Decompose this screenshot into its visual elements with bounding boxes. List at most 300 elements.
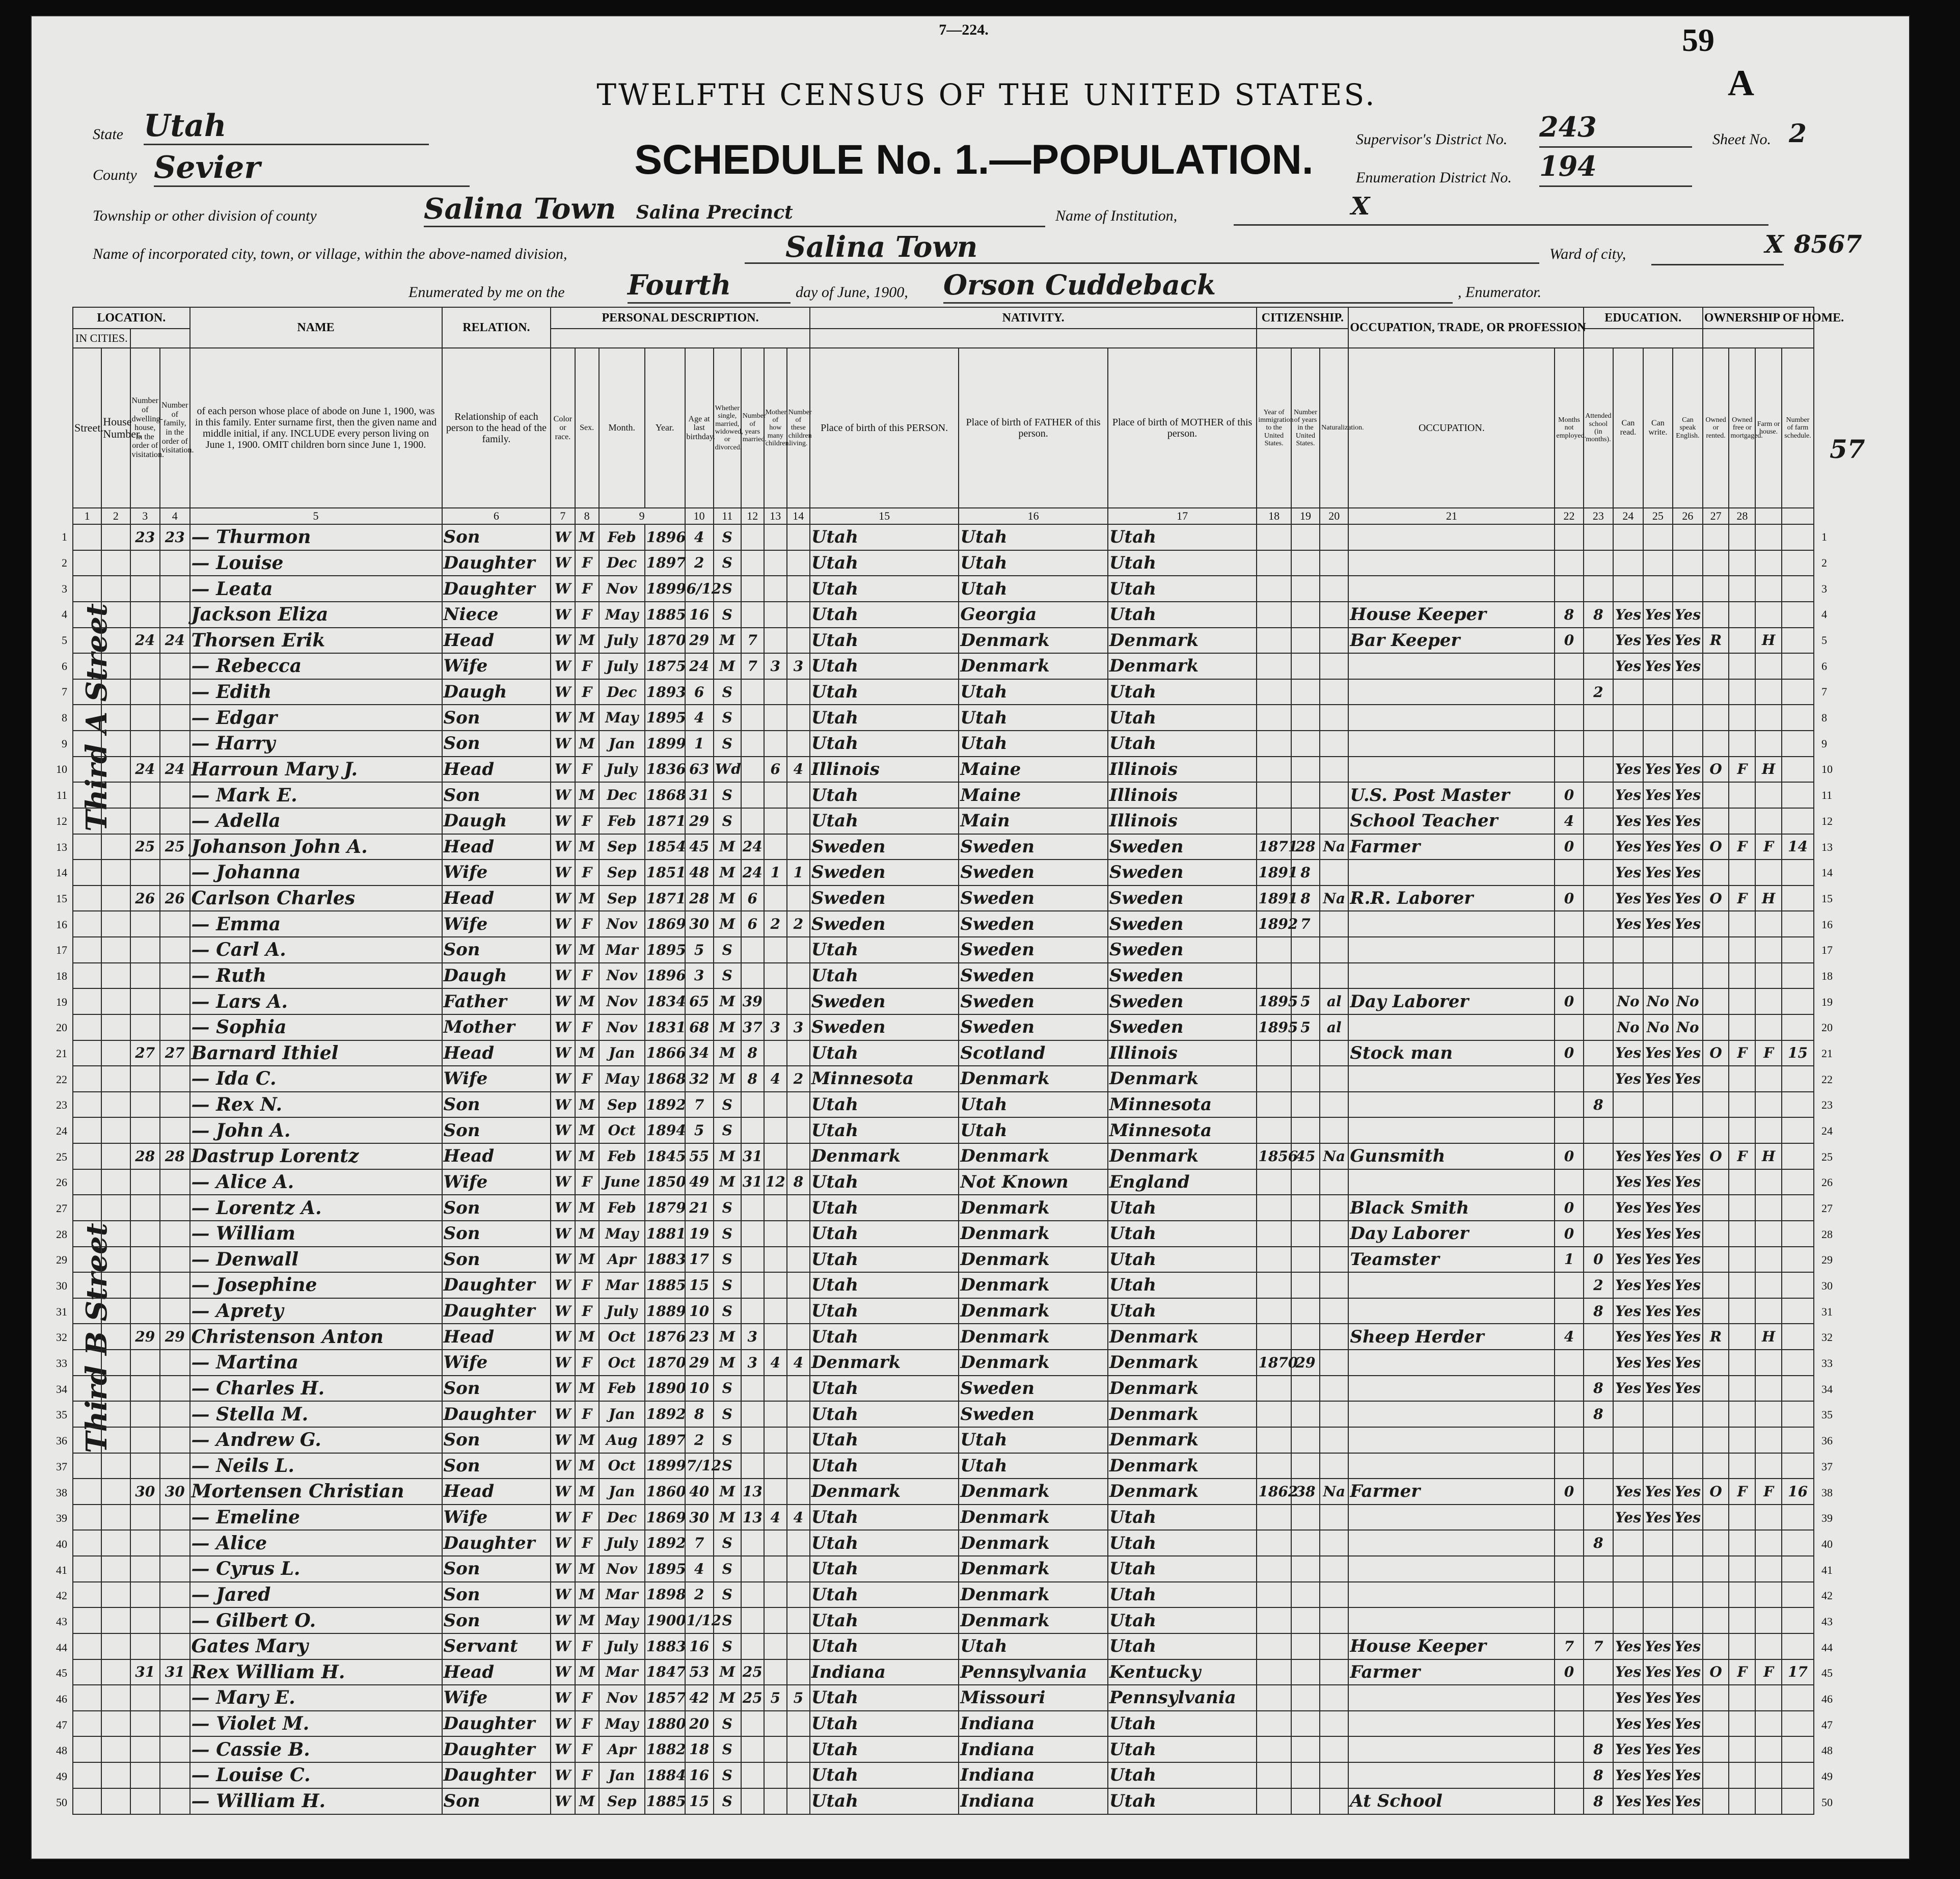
farm-schedule [1782,1324,1814,1350]
years-married: 8 [741,1066,764,1092]
marital-status: M [714,988,741,1014]
family-number [160,911,190,937]
family-number [160,1117,190,1143]
months-unemployed [1555,1298,1583,1324]
mother-of [764,1401,787,1427]
children-living [787,1247,810,1273]
birthplace-person: Sweden [810,885,959,911]
can-read: Yes [1613,1247,1643,1273]
occupation: Farmer [1348,1659,1555,1685]
can-read: Yes [1613,782,1643,808]
attended-school [1584,1453,1614,1479]
marital-status: S [714,731,741,757]
birthplace-person: Sweden [810,911,959,937]
dwelling-number [130,808,160,834]
row-number-right: 8 [1821,711,1827,724]
farm-house: H [1755,1143,1782,1169]
mother-of [764,1582,787,1608]
children-living [787,1427,810,1453]
column-number: 16 [959,508,1108,524]
birth-year: 1845 [645,1143,685,1169]
mother-of: 6 [764,757,787,783]
family-number [160,679,190,705]
naturalization: al [1320,988,1348,1014]
dwelling-number [130,550,160,576]
can-read: Yes [1613,1633,1643,1659]
marital-status: S [714,1427,741,1453]
farm-house [1755,1272,1782,1298]
free-mortgaged [1729,1117,1755,1143]
table-row [73,860,1814,885]
house-number-cell [101,757,130,783]
attended-school [1584,782,1614,808]
months-unemployed: 8 [1555,602,1583,628]
table-row [73,1530,1814,1556]
mother-of [764,1117,787,1143]
years-in-us [1291,1117,1320,1143]
street-cell [73,524,101,550]
birth-month: Feb [599,808,645,834]
township-label: Township or other division of county [93,207,317,224]
row-number-right: 31 [1821,1305,1833,1318]
can-read: Yes [1613,860,1643,885]
age: 53 [685,1659,714,1685]
occupation [1348,1607,1555,1633]
birth-month: Jan [599,1401,645,1427]
mother-of [764,679,787,705]
farm-house [1755,653,1782,679]
header-spacer [551,329,810,348]
naturalization [1320,628,1348,654]
birthplace-mother: Denmark [1108,1350,1257,1376]
farm-schedule [1782,1350,1814,1376]
relation: Son [442,1221,551,1247]
can-write: Yes [1643,602,1673,628]
birth-year: 1885 [645,602,685,628]
farm-schedule [1782,1092,1814,1118]
immigration-year: 1891 [1257,885,1291,911]
mother-of: 3 [764,1014,787,1040]
marital-status: S [714,1711,741,1737]
mother-of [764,1659,787,1685]
incorporated-label: Name of incorporated city, town, or village, within the above-named division, [93,246,567,262]
occupation: Gunsmith [1348,1143,1555,1169]
years-in-us [1291,602,1320,628]
age: 2 [685,1582,714,1608]
can-write: Yes [1643,1169,1673,1195]
birth-year: 1896 [645,524,685,550]
naturalization: al [1320,1014,1348,1040]
row-number-right: 26 [1821,1176,1833,1189]
row-number-left: 21 [56,1046,67,1060]
family-number [160,963,190,989]
attended-school [1584,1014,1614,1040]
can-read: Yes [1613,602,1643,628]
can-speak-english [1673,705,1703,731]
years-married [741,1427,764,1453]
row-number-right: 30 [1821,1279,1833,1293]
relation: Daughter [442,1762,551,1788]
months-unemployed [1555,1582,1583,1608]
mother-of: 5 [764,1685,787,1711]
farm-house [1755,1401,1782,1427]
can-speak-english: Yes [1673,1221,1703,1247]
can-write: Yes [1643,808,1673,834]
owned-rented: O [1703,1479,1729,1505]
relation: Daugh [442,963,551,989]
farm-schedule [1782,1169,1814,1195]
farm-house [1755,1014,1782,1040]
relation: Wife [442,1350,551,1376]
birthplace-father: Maine [959,757,1108,783]
row-number-right: 35 [1821,1408,1833,1421]
years-in-us [1291,1427,1320,1453]
years-married [741,757,764,783]
occupation [1348,860,1555,885]
row-number-right: 49 [1821,1769,1833,1783]
person-name: — Lars A. [190,988,442,1014]
age: 29 [685,628,714,654]
farm-house [1755,1092,1782,1118]
row-number-right: 9 [1821,737,1827,750]
immigration-year: 1870 [1257,1350,1291,1376]
children-living [787,1324,810,1350]
children-living [787,1633,810,1659]
table-row [73,731,1814,757]
row-number-left: 19 [56,995,67,1008]
free-mortgaged: F [1729,1479,1755,1505]
table-row [73,1505,1814,1531]
person-name: — Louise [190,550,442,576]
dwelling-number [130,1092,160,1118]
birthplace-father: Denmark [959,1221,1108,1247]
house-number-cell [101,1014,130,1040]
immigration-year [1257,1556,1291,1582]
col-sex: Sex. [575,348,599,508]
farm-schedule [1782,1247,1814,1273]
birthplace-mother: Denmark [1108,653,1257,679]
farm-house [1755,1788,1782,1814]
can-read: Yes [1613,1272,1643,1298]
years-in-us [1291,1453,1320,1479]
farm-schedule [1782,1788,1814,1814]
attended-school: 8 [1584,1092,1614,1118]
years-in-us [1291,524,1320,550]
birthplace-father: Indiana [959,1711,1108,1737]
birthplace-father: Denmark [959,1324,1108,1350]
birth-year: 1857 [645,1685,685,1711]
marital-status: S [714,524,741,550]
family-number [160,1711,190,1737]
can-write: Yes [1643,1376,1673,1402]
dwelling-number [130,860,160,885]
months-unemployed [1555,524,1583,550]
owned-rented [1703,550,1729,576]
free-mortgaged [1729,1350,1755,1376]
column-number: 24 [1613,508,1643,524]
birthplace-mother: Illinois [1108,782,1257,808]
birthplace-father: Utah [959,705,1108,731]
relation: Daughter [442,576,551,602]
mother-of [764,705,787,731]
relation: Daugh [442,808,551,834]
house-number-cell [101,705,130,731]
table-row [73,1117,1814,1143]
relation: Son [442,1092,551,1118]
row-number-right: 7 [1821,685,1827,699]
farm-house [1755,1530,1782,1556]
marital-status: S [714,1762,741,1788]
free-mortgaged [1729,1762,1755,1788]
census-title: TWELFTH CENSUS OF THE UNITED STATES. [596,77,1377,112]
years-in-us [1291,1530,1320,1556]
immigration-year [1257,782,1291,808]
birth-month: May [599,602,645,628]
children-living [787,1607,810,1633]
row-number-left: 40 [56,1537,67,1550]
immigration-year [1257,1247,1291,1273]
enumerator-name: Orson Cuddeback [943,269,1453,304]
can-read: Yes [1613,1143,1643,1169]
immigration-year: 1895 [1257,988,1291,1014]
house-number-cell [101,1272,130,1298]
years-married [741,1788,764,1814]
row-number-right: 32 [1821,1331,1833,1344]
months-unemployed [1555,1453,1583,1479]
months-unemployed [1555,1350,1583,1376]
col-free-mortgaged: Owned free or mortgaged. [1729,348,1755,508]
farm-house [1755,524,1782,550]
relation: Head [442,1659,551,1685]
sex: F [575,1633,599,1659]
marital-status: M [714,860,741,885]
house-number-cell [101,1247,130,1273]
color: W [551,885,575,911]
birthplace-father: Missouri [959,1685,1108,1711]
person-name: — William H. [190,1788,442,1814]
birthplace-father: Denmark [959,1607,1108,1633]
owned-rented [1703,1607,1729,1633]
table-row [73,1298,1814,1324]
farm-schedule [1782,1530,1814,1556]
birthplace-mother: Utah [1108,1221,1257,1247]
can-write [1643,937,1673,963]
mother-of [764,1479,787,1505]
family-number [160,937,190,963]
can-speak-english: Yes [1673,911,1703,937]
farm-schedule [1782,550,1814,576]
birth-month: May [599,1221,645,1247]
color: W [551,1272,575,1298]
row-number-left: 5 [62,634,67,647]
birth-month: Apr [599,1736,645,1762]
can-read [1613,1401,1643,1427]
birthplace-person: Utah [810,1556,959,1582]
attended-school: 8 [1584,1788,1614,1814]
birthplace-person: Utah [810,1633,959,1659]
naturalization [1320,1401,1348,1427]
birthplace-person: Utah [810,576,959,602]
years-in-us [1291,576,1320,602]
years-in-us [1291,1633,1320,1659]
attended-school [1584,1221,1614,1247]
years-in-us [1291,963,1320,989]
birthplace-mother: Pennsylvania [1108,1685,1257,1711]
farm-house: F [1755,834,1782,860]
naturalization [1320,524,1348,550]
can-write [1643,963,1673,989]
naturalization [1320,1117,1348,1143]
birthplace-person: Utah [810,1221,959,1247]
years-married: 25 [741,1685,764,1711]
attended-school: 8 [1584,1401,1614,1427]
naturalization [1320,1633,1348,1659]
can-write [1643,1427,1673,1453]
immigration-year: 1892 [1257,911,1291,937]
person-name: — Lorentz A. [190,1195,442,1221]
marital-status: M [714,1040,741,1066]
years-in-us [1291,653,1320,679]
occupation [1348,1530,1555,1556]
free-mortgaged [1729,1272,1755,1298]
birth-month: Nov [599,1014,645,1040]
children-living [787,885,810,911]
mother-of: 4 [764,1350,787,1376]
children-living [787,1479,810,1505]
immigration-year [1257,550,1291,576]
birth-month: Feb [599,1376,645,1402]
birthplace-father: Utah [959,1092,1108,1118]
marital-status: S [714,1530,741,1556]
children-living [787,550,810,576]
farm-schedule [1782,937,1814,963]
farm-house [1755,1582,1782,1608]
attended-school [1584,1505,1614,1531]
family-number [160,731,190,757]
house-number-cell [101,1530,130,1556]
mother-of [764,1040,787,1066]
birth-year: 1895 [645,705,685,731]
birth-month: Nov [599,911,645,937]
can-write: Yes [1643,1195,1673,1221]
mother-of [764,808,787,834]
months-unemployed [1555,1376,1583,1402]
col-birth-father: Place of birth of FATHER of this person. [959,348,1108,508]
dwelling-number [130,988,160,1014]
years-in-us [1291,1092,1320,1118]
sex: F [575,1762,599,1788]
table-row [73,524,1814,550]
person-name: — Ida C. [190,1066,442,1092]
birth-year: 1882 [645,1736,685,1762]
months-unemployed [1555,1762,1583,1788]
immigration-year [1257,1711,1291,1737]
birthplace-father: Utah [959,1633,1108,1659]
birthplace-mother: England [1108,1169,1257,1195]
children-living [787,1453,810,1479]
row-number-right: 41 [1821,1563,1833,1576]
birth-year: 1898 [645,1582,685,1608]
color: W [551,1247,575,1273]
owned-rented [1703,1298,1729,1324]
birthplace-mother: Sweden [1108,911,1257,937]
occupation: Bar Keeper [1348,628,1555,654]
can-write [1643,731,1673,757]
can-speak-english [1673,937,1703,963]
can-read: Yes [1613,1788,1643,1814]
family-number [160,1401,190,1427]
years-in-us [1291,937,1320,963]
can-read: Yes [1613,1479,1643,1505]
birthplace-person: Utah [810,550,959,576]
birthplace-father: Not Known [959,1169,1108,1195]
house-number-cell [101,1607,130,1633]
can-write [1643,576,1673,602]
mother-of [764,1736,787,1762]
years-in-us [1291,1762,1320,1788]
occupation: At School [1348,1788,1555,1814]
owned-rented [1703,963,1729,989]
birthplace-mother: Utah [1108,731,1257,757]
house-number-cell [101,808,130,834]
can-speak-english: Yes [1673,1659,1703,1685]
house-number-cell [101,1040,130,1066]
years-in-us: 38 [1291,1479,1320,1505]
birth-month: July [599,653,645,679]
sex: M [575,1195,599,1221]
farm-schedule [1782,1736,1814,1762]
sex: F [575,576,599,602]
col-dwelling: Number of dwelling-house, in the order of visitation. [130,348,160,508]
row-number-left: 50 [56,1795,67,1809]
sex: F [575,1169,599,1195]
dwelling-number [130,1066,160,1092]
farm-schedule [1782,1505,1814,1531]
table-row [73,679,1814,705]
can-speak-english [1673,1427,1703,1453]
census-sheet [31,15,1910,1860]
mother-of [764,1298,787,1324]
years-married: 24 [741,834,764,860]
birthplace-person: Utah [810,1117,959,1143]
color: W [551,1350,575,1376]
years-married [741,731,764,757]
birth-month: Mar [599,1659,645,1685]
birthplace-person: Minnesota [810,1066,959,1092]
birthplace-person: Utah [810,1505,959,1531]
birth-year: 1876 [645,1324,685,1350]
family-number: 27 [160,1040,190,1066]
relation: Daughter [442,1711,551,1737]
column-number-blank [1755,508,1782,524]
farm-schedule [1782,1607,1814,1633]
years-married [741,1582,764,1608]
form-code: 7—224. [939,21,989,38]
house-number-cell [101,937,130,963]
birthplace-father: Sweden [959,1376,1108,1402]
house-number-cell [101,1298,130,1324]
immigration-year [1257,628,1291,654]
house-number-cell [101,1324,130,1350]
owned-rented [1703,1762,1729,1788]
county-value: Sevier [154,150,470,187]
mother-of [764,1762,787,1788]
farm-house: F [1755,1479,1782,1505]
sex: M [575,782,599,808]
can-read: Yes [1613,834,1643,860]
occupation [1348,1505,1555,1531]
years-married: 24 [741,860,764,885]
